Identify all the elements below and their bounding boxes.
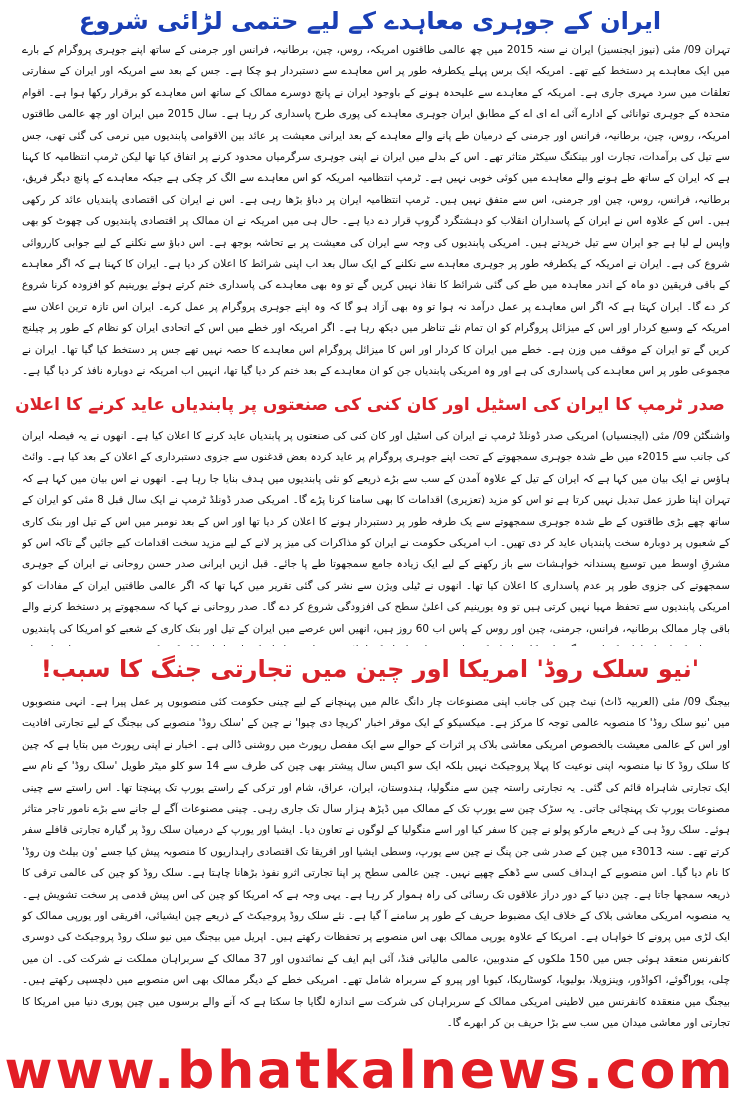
article-1-body: تہران 09/ مئی (نیوز ایجنسیز) ایران نے سنہ 2015 میں چھ عالمی طاقتوں امریکہ، روس، چین، برطانیہ، فرانس اور جرمنی کے ساتھ اپنے جوہری پروگرام کے بارے میں ایک معاہدے پر دستخط کیے تھے۔ امریکہ ایک برس پہلے یکطرفہ طور پر اس معاہدے سے دستبردار ہو چکا ہے۔ جس کے بعد سے امریکہ اور ایران کے سفارتی تعلقات میں سرد مہری جاری ہے۔ امریکہ کے معاہدے سے علیحدہ ہونے کے باوجود ایران نے پانچ دوسرے ممالک کے ساتھ اس معاہدے کو برقرار رکھا ہوا ہے۔ اقوام متحدہ کے جوہری توانائی کے ادارے آئی اے ای اے کے مطابق ایران جوہری معاہدے کی پوری طرح پاسداری کر رہا ہے۔ سال 2015 میں ایران اور چھ عالمی طاقتوں امریکہ، روس، چین، برطانیہ، فرانس اور جرمنی کے درمیان طے پانے والے معاہدے کے بعد ایرانی معیشت پر عائد بین الاقوامی پابندیوں میں نرمی کی گئی تھی، جس سے تیل کی برآمدات، تجارت اور بینکنگ سیکٹر متاثر تھے۔ اس کے بدلے میں ایران نے اپنی جوہری سرگرمیاں محدود کرنے پر اتفاق کیا تھا لیکن ٹرمپ انتظامیہ کا کہنا ہے کہ ایران کے ساتھ طے ہونے والے معاہدے میں کوئی خوبی نہیں ہے۔ ٹرمپ انتظامیہ امریکہ کو اس معاہدے سے الگ کر چکی ہے جبکہ معاہدے کے پانچ دیگر فریق، برطانیہ، فرانس، روس، چین اور جرمنی، اس سے متفق نہیں ہیں۔ ٹرمپ انتظامیہ ایران پر دباؤ بڑھا رہی ہے۔ اس نے ایران کی اقتصادی پابندیاں عائد کر رکھی ہیں۔ اس کے علاوہ اس نے ایران کے پاسداران انقلاب کو دہشتگرد گروپ قرار دے دیا ہے۔ حال ہی میں امریکہ نے ان ممالک پر اقتصادی پابندیوں کی چھوٹ کو بھی واپس لے لیا ہے جو ایران سے تیل خریدتے ہیں۔ امریکی پابندیوں کی وجہ سے ایران کی معیشت پر بے تحاشہ بوجھ ہے۔ اس دباؤ سے نکلنے کے لیے جوابی کارروائی شروع کی ہے۔ ایران نے امریکہ کے یکطرفہ طور پر جوہری معاہدے سے نکلنے کے ایک سال بعد اب اپنی شرائط کا اعلان کر دیا ہے۔ ایران کا کہنا ہے کہ اگر معاہدے کے باقی فریقین دو ماہ کے اندر معاہدہ میں طے کی گئی شرائط کا نفاذ نہیں کریں گے تو وہ بھی معاہدے کی پاسداری ختم کرتے ہوئے یورینیم کو افزودہ کرنا شروع کر دے گا۔ ایران کہتا ہے کہ اگر اس معاہدے پر عمل درآمد نہ ہوا تو وہ بھی آزاد ہو گا کہ وہ اپنے جوہری پروگرام پر عمل کرے۔ ایران اس تازہ ترین اعلان سے امریکہ کے وسیع کردار اور اس کے میزائل پروگرام کو ان تمام نئے تناظر میں دیکھ رہا ہے۔ اگر امریکہ اور خطے میں اس کے اتحادی ایران کو نظام کے طور پر چیلنج کریں گے تو ایران کے موقف میں وزن ہے۔ خطے میں ایران کا کردار اور اس کا میزائل پروگرام اس معاہدے کا حصہ نہیں تھے جس پر دستخط کیا گیا تھا۔ ایران نے مجموعی طور پر اس معاہدے کی پاسداری کی ہے اور وہ امریکی پابندیاں جن کو ان معاہدے کے بعد ختم کر دیا گیا تھا، انہیں اب امریکہ نے دوبارہ نافذ کر دیا گیا ہے۔ [22, 44, 730, 378]
site-logo-text[interactable]: www.bhatkalnews.com [4, 1041, 736, 1101]
article-1-headline: ایران کے جوہری معاہدے کے لیے حتمی لڑائی شروع [78, 7, 662, 35]
article-3-headline: 'نیو سلک روڈ' امریکا اور چین میں تجارتی جنگ کا سبب! [40, 655, 700, 683]
article-3-body: بیجنگ 09/ مئی (العربیہ ڈاٹ) نیٹ چین کی جانب اپنی مصنوعات چار دانگ عالم میں پہنچانے کے لیے چینی حکومت کئی منصوبوں پر عمل پیرا ہے۔ انہی منصوبوں میں 'نیو سلک روڈ' کا منصوبہ عالمی توجہ کا مرکز ہے۔ میکسیکو کے ایک موقر اخبار 'کریچا دی چیوا' نے چین کے 'سلک روڈ' منصوبے کی بیجنگ کے لیے تجارتی افادیت اور اس کے عالمی معیشت بالخصوص امریکی معاشی بلاک پر اثرات کے حوالے سے ایک مفصل رپورٹ میں روشنی ڈالی ہے۔ اخبار نے اپنی رپورٹ میں بتایا ہے کہ چین کا سلک روڈ کا نیا منصوبہ اپنی نوعیت کا پہلا پروجیکٹ نہیں بلکہ ایک سو اکیس سال پیشتر بھی چین کی طرف سے 14 سو کلو میٹر طویل 'سلک روڈ' کے نام سے ایک تجارتی شاہراہ قائم کی گئی۔ یہ تجارتی راستہ چین سے منگولیا، ہندوستان، ایران، عراق، شام اور ترکی کے راستے یورپ تک پہنچتا تھا۔ اس راستے سے چینی مصنوعات یورپ تک پہنچائی جاتی۔ یہ سڑک چین سے یورپ تک کے ممالک میں ڈیڑھ ہزار سال تک جاری رہی۔ چینی مصنوعات آگے لے جانے سے بڑے نامور تاجر متاثر ہوئے۔ سلک روڈ ہی کے ذریعے مارکو پولو نے چین کا سفر کیا اور اسے منگولیا کے لوگوں نے تعاون دیا۔ ایشیا اور یورپ کے درمیان سلک روڈ پر گیارہ تجارتی قافلے سفر کرتے تھے۔ سنہ 3013ء میں چین کے صدر شی جن پنگ نے چین سے یورپ، وسطی ایشیا اور افریقا تک اقتصادی راہداریوں کا منصوبہ پیش کیا جسے 'ون بیلٹ ون روڈ' کا نام دیا گیا۔ اس منصوبے کے اہداف کسی سے ڈھکے چھپے نہیں۔ چین عالمی سطح پر اپنا تجارتی اثرو نفوذ بڑھانا چاہتا ہے۔ سلک روڈ کو چین کی عالمی ترقی کا ذریعہ سمجھا جاتا ہے۔ چین دنیا کے دور دراز علاقوں تک رسائی کی راہ ہموار کر رہا ہے۔ یہی وجہ ہے کہ امریکا کو چین کی اس پیش قدمی پر سخت تشویش ہے۔ یہ منصوبہ امریکی معاشی بلاک کے خلاف ایک مضبوط حریف کے طور پر سامنے آ گیا ہے۔ نئے سلک روڈ پروجیکٹ کے ذریعے چین ایشیائی، افریقی اور یورپی ممالک کو ایک لڑی میں پرونے کا خواہاں ہے۔ امریکا کے علاوہ یورپی ممالک بھی اس منصوبے پر تحفظات رکھتے ہیں۔ اپریل میں بیجنگ میں نیو سلک روڈ پروجیکٹ کی دوسری کانفرنس منعقد ہوئی جس میں 150 ملکوں کے مندوبین، عالمی مالیاتی فنڈ، آئی ایم ایف کے نمائندوں اور 37 ممالک کے سربراہان مملکت نے شرکت کی۔ ان میں چلی، یوراگوئے، اکواڈور، وینزویلا، بولیویا، کوسٹاریکا، کیوبا اور پیرو کے سربراہ شامل تھے۔ امریکی خطے کے دیگر ممالک بھی اس منصوبے میں دلچسپی رکھتے ہیں۔ بیجنگ میں منعقدہ کانفرنس میں لاطینی امریکی ممالک کے سربراہان کی شرکت سے اندازہ لگایا جا سکتا ہے کہ آنے والے برسوں میں چین پوری دنیا میں امریکا کا تجارتی اور معاشی میدان میں سب سے بڑا حریف بن کر ابھرے گا۔ [22, 696, 730, 1030]
article-2-body: واشنگٹن 09/ مئی (ایجنسیاں) امریکی صدر ڈونلڈ ٹرمپ نے ایران کی اسٹیل اور کان کنی کی صنعتوں پر پابندیاں عاید کرنے کا اعلان کیا ہے۔ انھوں نے یہ فیصلہ ایران کی جانب سے 2015ء میں طے شدہ جوہری سمجھوتے کے تحت اپنے جوہری پروگرام پر عاید کردہ بعض قدغنوں سے جزوی دستبرداری کے اعلان کے بعد کیا ہے۔ وائٹ ہاؤس نے ایک بیان میں کہا ہے کہ ایران کے تیل کے علاوہ آمدن کے سب سے بڑے ذریعے کو نئی پابندیوں میں ہدف بنایا جا رہا ہے۔ انھوں نے اس بیان میں کہا ہے کہ تہران اپنا طرز عمل تبدیل نہیں کرتا ہے تو اس کو مزید (تعزیری) اقدامات کا بھی سامنا کرنا پڑے گا۔ امریکی صدر ڈونلڈ ٹرمپ نے ایک سال قبل 8 مئی کو ایران کے ساتھ چھے بڑی طاقتوں کے طے شدہ جوہری سمجھوتے سے یک طرفہ طور پر دستبردار ہونے کا اعلان کر دیا تھا اور اس کے بعد نومبر میں اس کے تیل اور بنک کاری کے شعبوں پر دوبارہ سخت پابندیاں عاید کر دی تھیں۔ اب امریکی حکومت نے ایران کو مذاکرات کی میز پر لانے کے لیے مزید سخت اقدامات کیے جائیں گے تاکہ اس کو مشرقِ اوسط میں توسیع پسندانہ خواہشات سے باز رکھنے کے لیے ایک زیادہ جامع سمجھوتا طے پا جائے۔ قبل ازیں ایرانی صدر حسن روحانی نے ایران کے جوہری سمجھوتے کی جزوی طور پر عدم پاسداری کا اعلان کیا تھا۔ انھوں نے ٹیلی ویژن سے نشر کی گئی تقریر میں کہا تھا کہ اگر عالمی طاقتیں ایران کے مفادات کو امریکی پابندیوں سے تحفظ مہیا نہیں کرتی ہیں تو وہ یورینیم کی اعلیٰ سطح کی افزودگی شروع کر دے گا۔ صدر روحانی نے کہا کہ سمجھوتے پر دستخط کرنے والے باقی چار ممالک برطانیہ، فرانس، جرمنی، چین اور روس کے پاس اب 60 روز ہیں، انھیں اس عرصے میں ایران کے تیل اور بنک کاری کے شعبے کو امریکا کی پابندیوں [22, 430, 730, 635]
article-2-headline: صدر ٹرمپ کا ایران کی اسٹیل اور کان کنی کی صنعتوں پر پابندیاں عاید کرنے کا اعلان [15, 395, 725, 415]
